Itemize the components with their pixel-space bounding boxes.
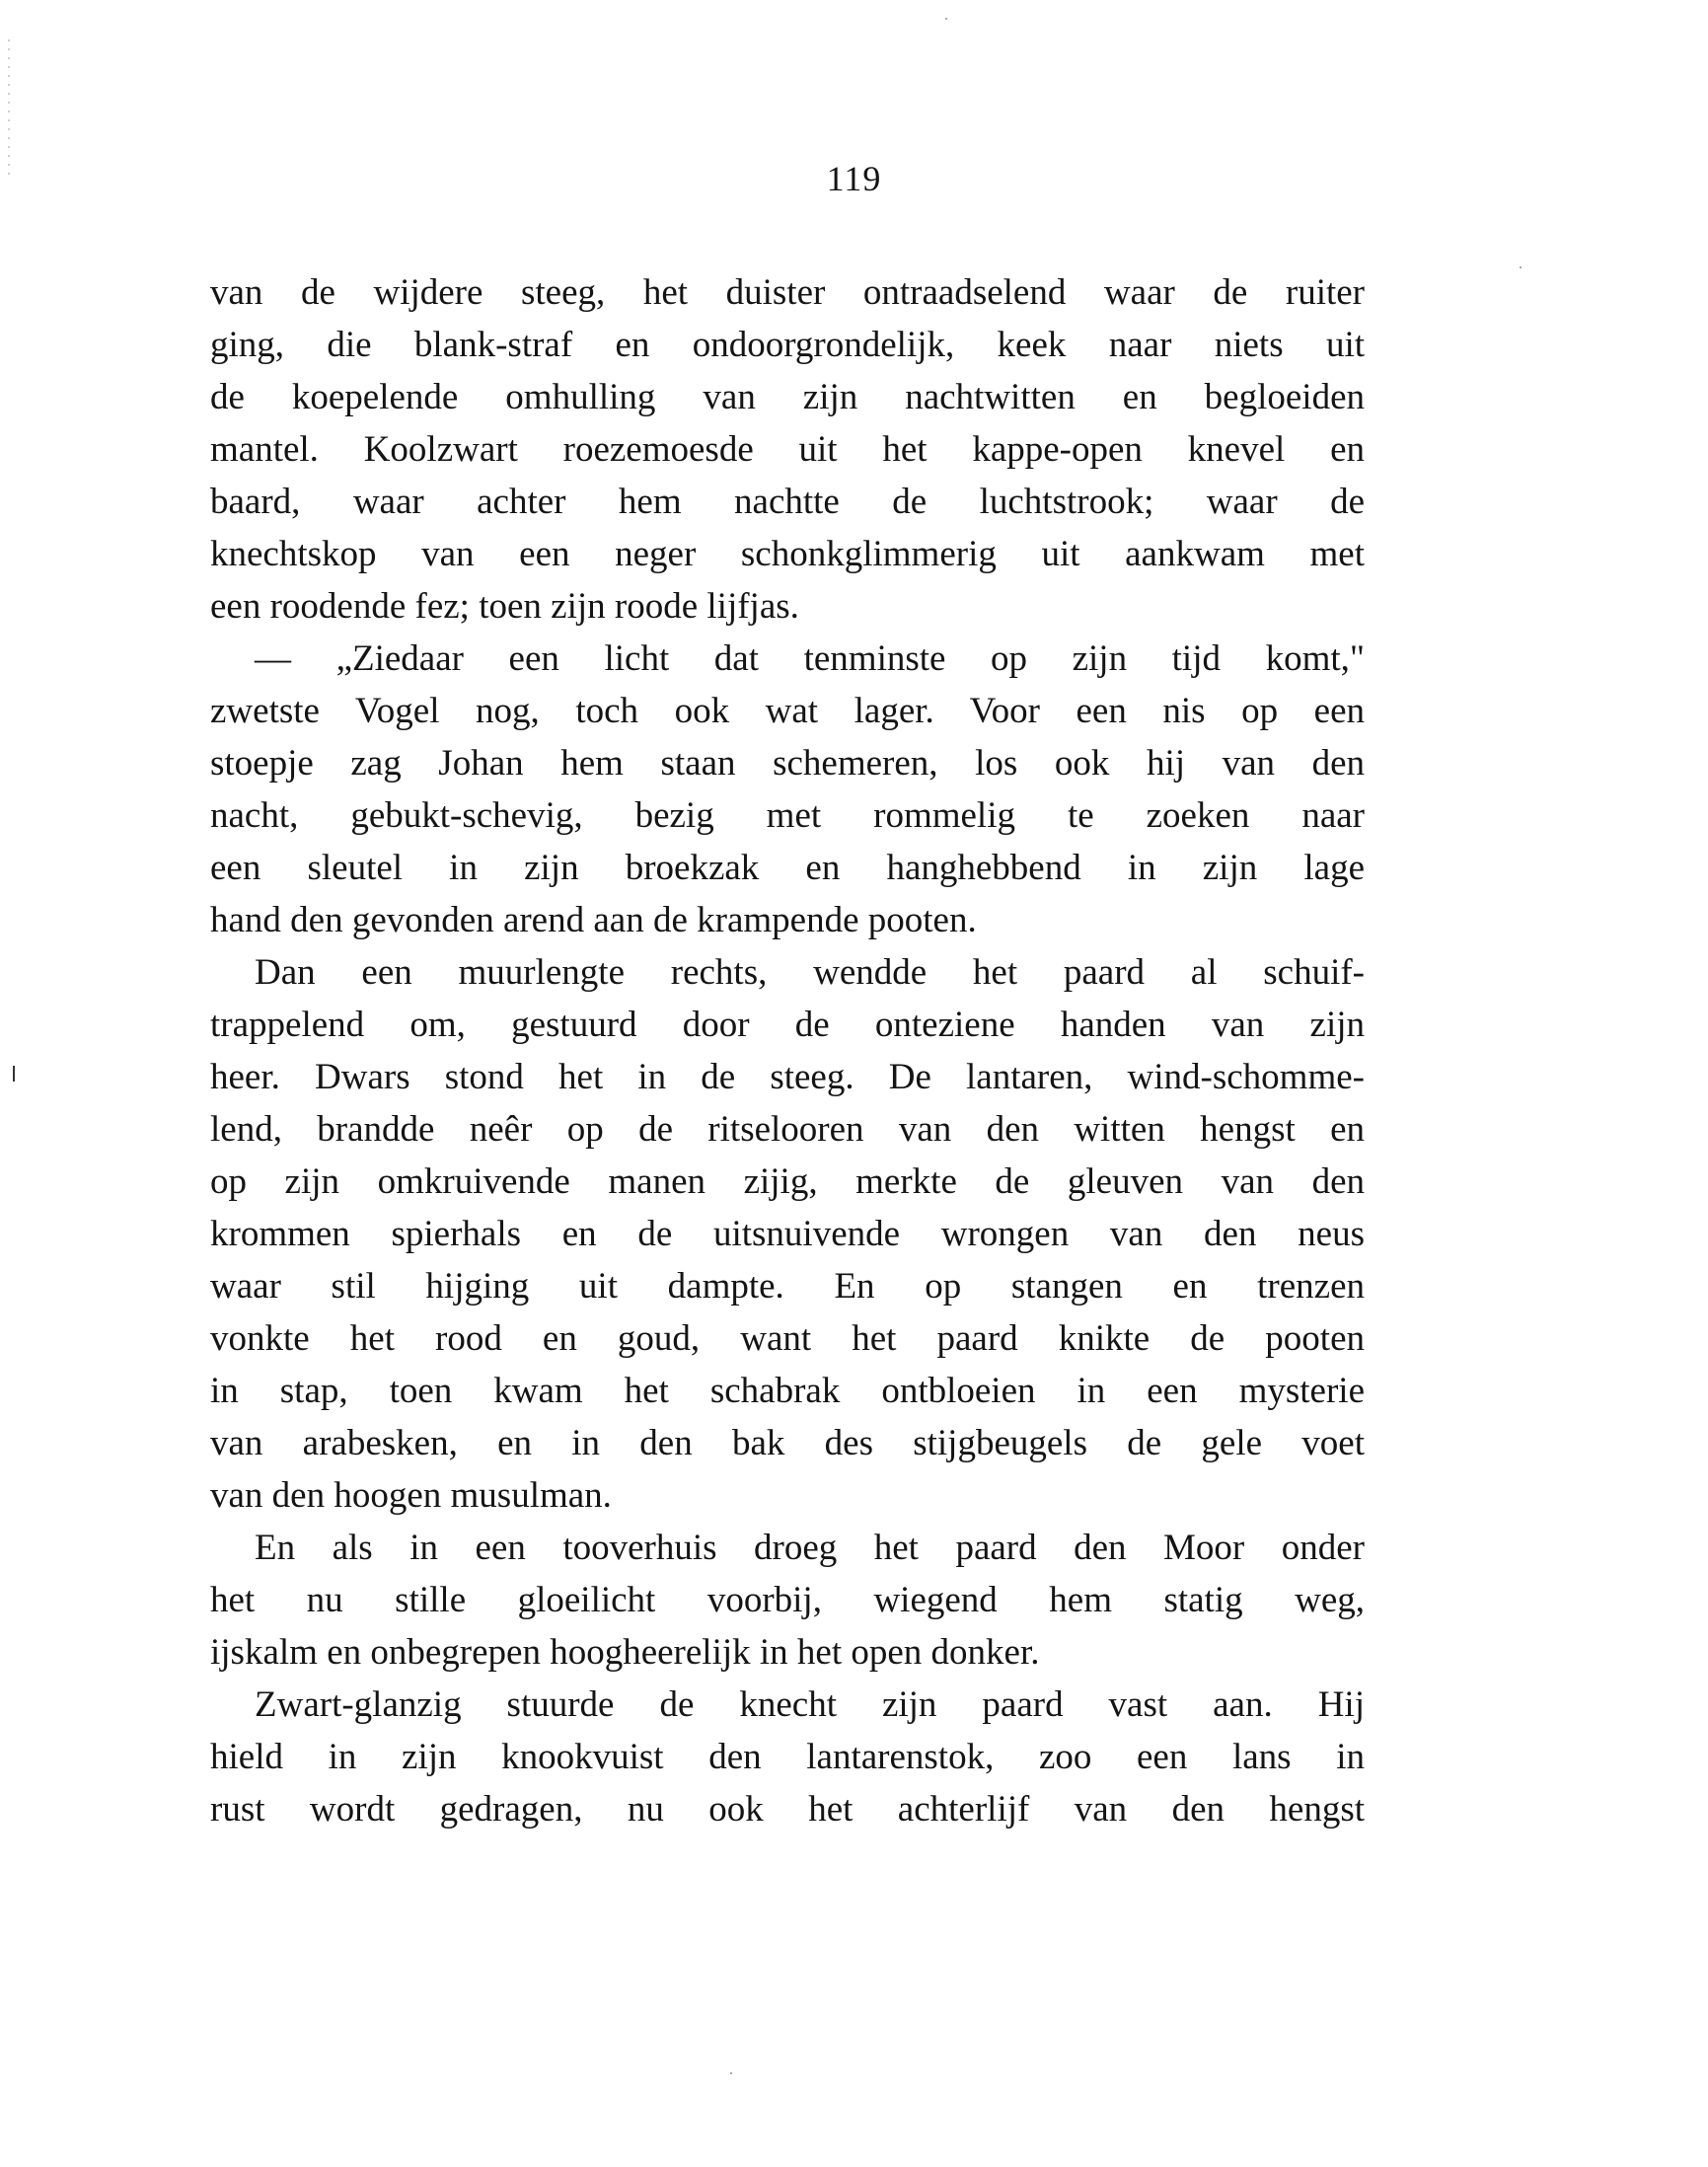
text-line: Zwart-glanzig stuurde de knecht zijn paard vast aan. Hij: [255, 1684, 1365, 1725]
text-line: rust wordt gedragen, nu ook het achterlijf van den hengst: [210, 1789, 1365, 1830]
margin-mark: [13, 1066, 15, 1082]
page-number: 119: [826, 159, 882, 198]
text-line: — „Ziedaar een licht dat tenminste op zijn tijd komt,": [255, 638, 1365, 679]
text-line: in stap, toen kwam het schabrak ontbloeien in een mysterie: [210, 1371, 1365, 1411]
text-line: nacht, gebukt-schevig, bezig met rommelig te zoeken naar: [210, 795, 1365, 836]
text-line: baard, waar achter hem nachtte de luchtstrook; waar de: [210, 482, 1365, 522]
text-line: ging, die blank-straf en ondoorgrondelijk, keek naar niets uit: [210, 325, 1365, 365]
text-line: heer. Dwars stond het in de steeg. De lantaren, wind-schomme-: [210, 1057, 1365, 1097]
text-line: de koepelende omhulling van zijn nachtwitten en begloeiden: [210, 377, 1365, 417]
scan-dot: [945, 18, 947, 20]
text-line: trappelend om, gestuurd door de onteziene handen van zijn: [210, 1005, 1365, 1045]
text-line: een sleutel in zijn broekzak en hanghebbend in zijn lage: [210, 848, 1365, 888]
text-line: stoepje zag Johan hem staan schemeren, los ook hij van den: [210, 743, 1365, 784]
text-line: hield in zijn knookvuist den lantarenstok, zoo een lans in: [210, 1737, 1365, 1777]
text-line: het nu stille gloeilicht voorbij, wiegend hem statig weg,: [210, 1580, 1365, 1620]
text-line: van de wijdere steeg, het duister ontraadselend waar de ruiter: [210, 272, 1365, 313]
text-line: van arabesken, en in den bak des stijgbeugels de gele voet: [210, 1423, 1365, 1463]
scan-dot: [1520, 266, 1522, 268]
text-line: vonkte het rood en goud, want het paard knikte de pooten: [210, 1318, 1365, 1359]
text-line: lend, brandde neêr op de ritselooren van den witten hengst en: [210, 1109, 1365, 1150]
text-line: krommen spierhals en de uitsnuivende wrongen van den neus: [210, 1214, 1365, 1254]
text-line: hand den gevonden arend aan de krampende pooten.: [210, 900, 977, 940]
text-line: mantel. Koolzwart roezemoesde uit het kappe-open knevel en: [210, 429, 1365, 470]
body-text: [210, 266, 1365, 1835]
text-line: Dan een muurlengte rechts, wendde het paard al schuif-: [255, 952, 1365, 993]
text-line: knechtskop van een neger schonkglimmerig uit aankwam met: [210, 534, 1365, 574]
text-line: ijskalm en onbegrepen hoogheerelijk in het open donker.: [210, 1632, 1040, 1673]
text-line: zwetste Vogel nog, toch ook wat lager. Voor een nis op een: [210, 691, 1365, 731]
text-line: waar stil hijging uit dampte. En op stangen en trenzen: [210, 1266, 1365, 1307]
text-line: En als in een tooverhuis droeg het paard den Moor onder: [255, 1528, 1365, 1568]
text-line: op zijn omkruivende manen zijig, merkte de gleuven van den: [210, 1161, 1365, 1202]
scan-dot: [730, 2072, 732, 2074]
scan-edge-speckle: [8, 39, 10, 178]
text-line: een roodende fez; toen zijn roode lijfjas.: [210, 586, 799, 627]
text-line: van den hoogen musulman.: [210, 1475, 612, 1516]
